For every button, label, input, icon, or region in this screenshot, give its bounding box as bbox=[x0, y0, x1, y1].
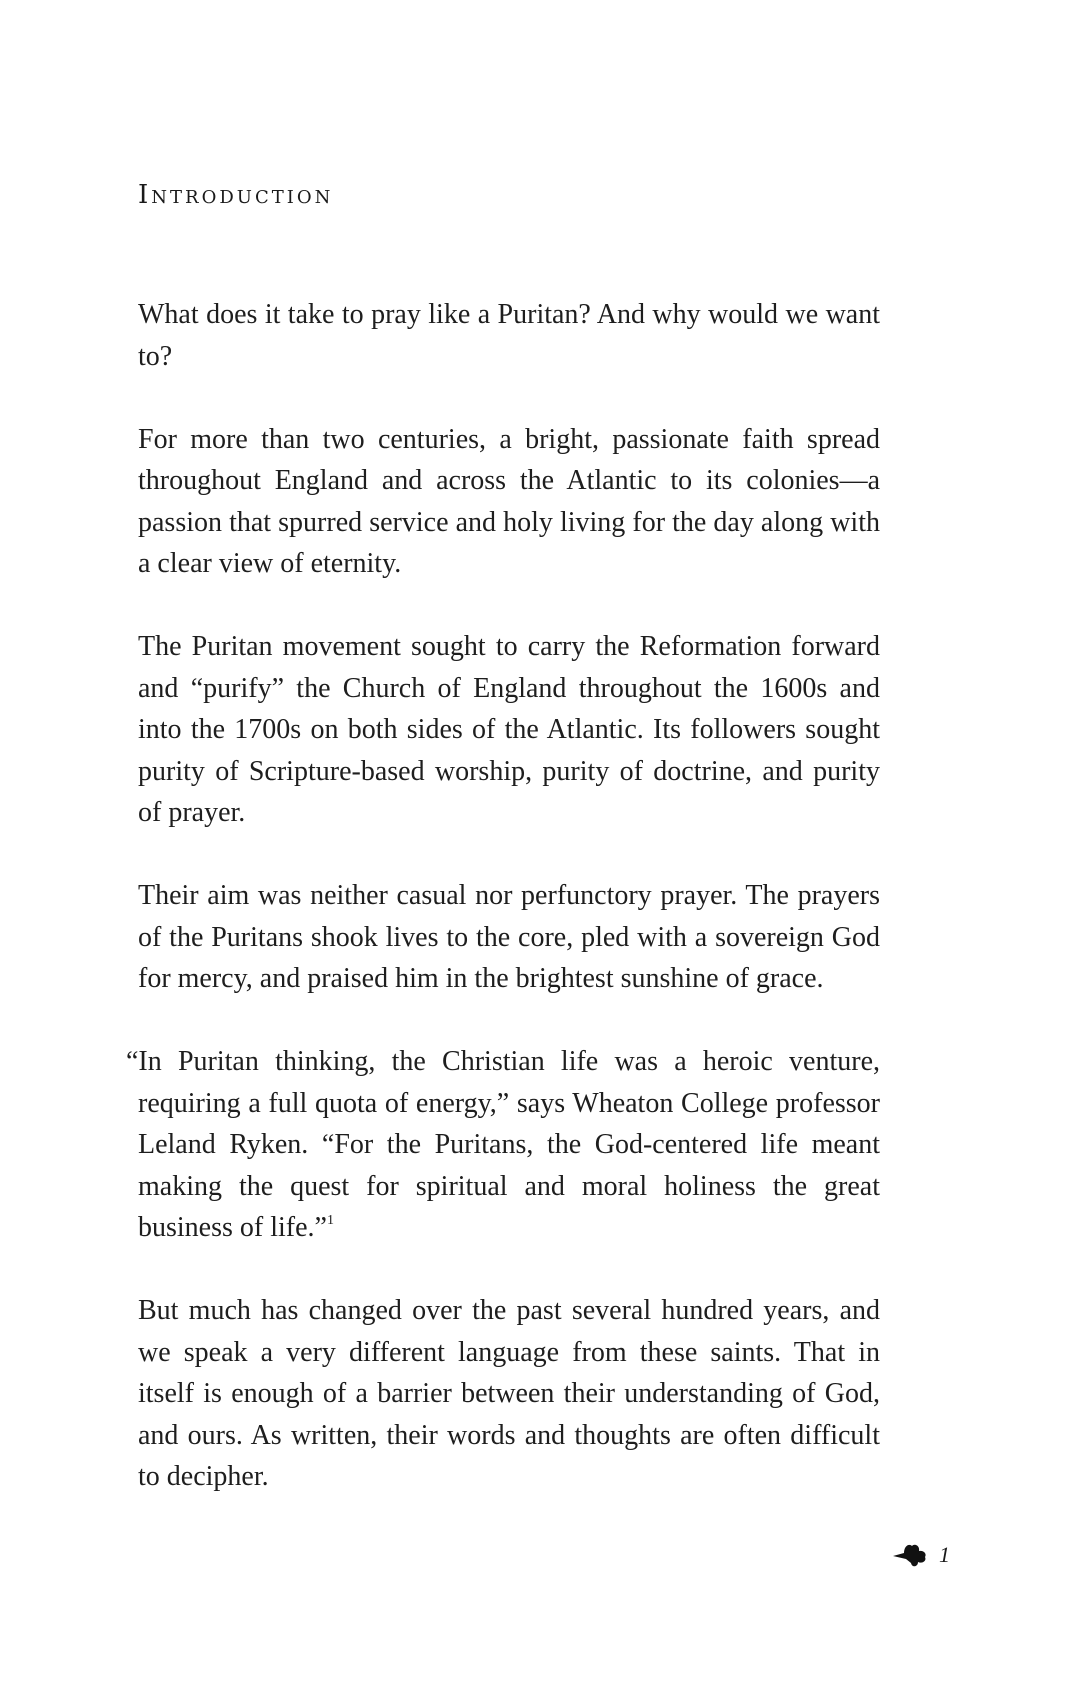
page-footer bbox=[893, 1540, 950, 1570]
body-text bbox=[126, 294, 880, 1498]
chapter-heading: Introduction bbox=[138, 180, 334, 210]
paragraph-2: For more than two centuries, a bright, passionate faith spread throughout England and across the Atlantic to its colonies—a passion that spurred service and holy living for the day along with a clear view of eternity. bbox=[138, 423, 880, 579]
fleuron-icon bbox=[893, 1542, 927, 1568]
page-number: 1 bbox=[939, 1542, 950, 1567]
footnote-marker[interactable]: 1 bbox=[326, 1213, 334, 1228]
paragraph-6: But much has changed over the past several hundred years, and we speak a very different language from these saints. That in itself is enough of a barrier between their understanding of God, and ours. As written, their words and thoughts are often difficult to decipher. bbox=[138, 1295, 880, 1492]
paragraph-1: What does it take to pray like a Puritan? And why would we want to? bbox=[138, 299, 880, 372]
paragraph-3: The Puritan movement sought to carry the Reformation forward and “purify” the Church of England throughout the 1600s and into the 1700s on both sides of the Atlantic. Its followers sought purity of Scripture-based worship, purity of doctrine, and purity of prayer. bbox=[138, 631, 880, 828]
paragraph-5 bbox=[126, 1041, 880, 1249]
paragraph-4: Their aim was neither casual nor perfunctory prayer. The prayers of the Puritans shook lives to the core, pled with a sovereign God for mercy, and praised him in the brightest sunshine of grace. bbox=[138, 880, 880, 994]
paragraph-5-text: “In Puritan thinking, the Christian life was a heroic venture, requiring a full quota of energy,” says Wheaton College professor Leland Ryken. “For the Puritans, the God-centered life meant making the quest for spiritual and moral holiness the great business of life.” bbox=[126, 1046, 880, 1243]
